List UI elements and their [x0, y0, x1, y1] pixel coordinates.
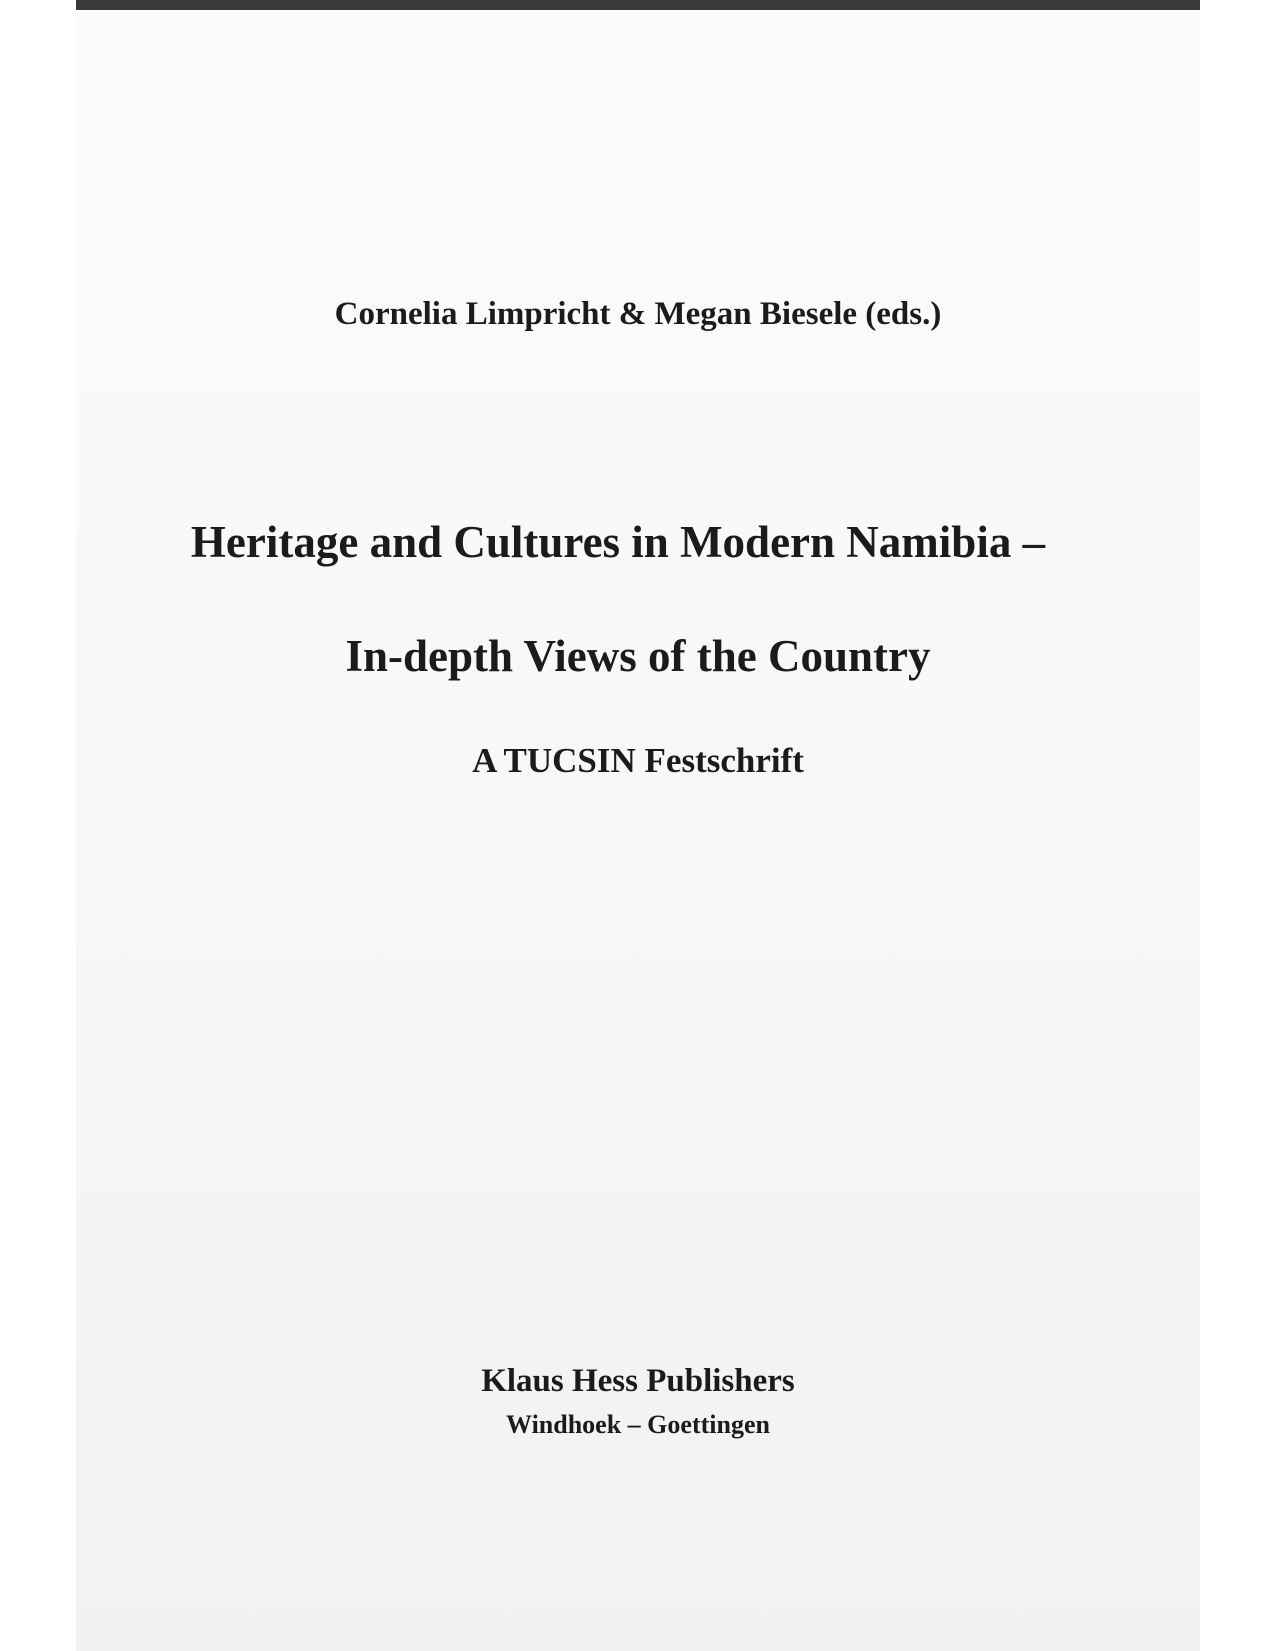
editors-line: Cornelia Limpricht & Megan Biesele (eds.): [334, 296, 942, 332]
publisher-places: Windhoek – Goettingen: [506, 1410, 770, 1439]
title-page: [76, 10, 1200, 1651]
publisher-name: Klaus Hess Publishers: [481, 1363, 795, 1399]
scan-edge-bar: [76, 0, 1200, 10]
book-title-line-1: Heritage and Cultures in Modern Namibia –: [190, 517, 1046, 567]
book-subtitle: A TUCSIN Festschrift: [472, 741, 804, 780]
book-title-line-2: In-depth Views of the Country: [345, 631, 931, 681]
